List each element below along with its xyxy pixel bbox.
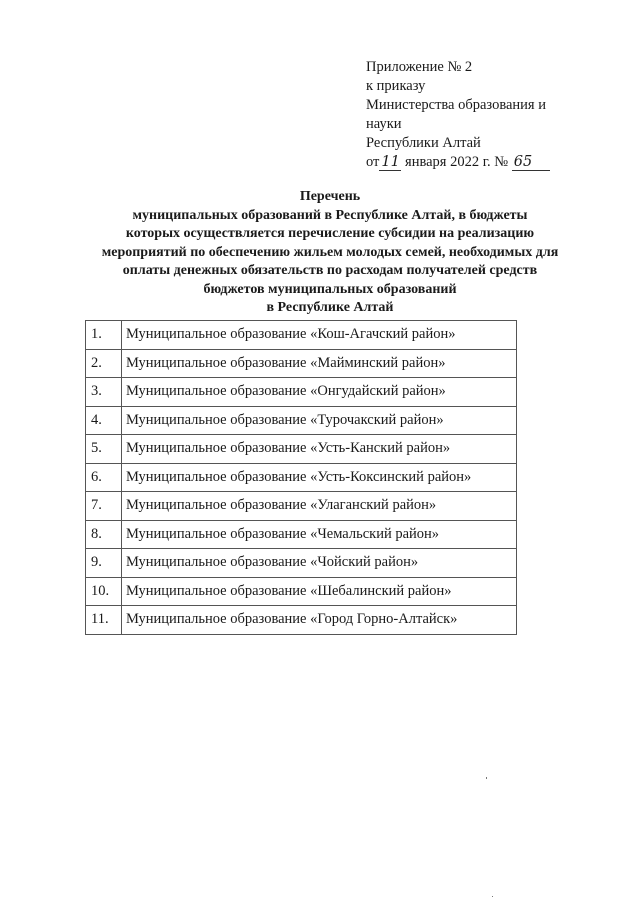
table-row [86,463,517,492]
date-prefix: от [366,154,380,170]
table-row [86,549,517,578]
municipality-name: Муниципальное образование «Чемальский район» [122,520,517,549]
row-number: 11. [86,606,122,635]
appendix-line: Приложение № 2 [366,59,473,75]
row-number: 5. [86,435,122,464]
appendix-line: Республики Алтай [366,135,481,151]
appendix-line: Министерства образования и [366,97,546,113]
title-line: в Республике Алтай [266,300,394,315]
order-date-line [366,153,616,172]
municipality-name: Муниципальное образование «Город Горно-Алтайск» [122,606,517,635]
table-row [86,406,517,435]
row-number: 4. [86,406,122,435]
municipality-name: Муниципальное образование «Турочакский район» [122,406,517,435]
row-number: 1. [86,321,122,350]
title-line: мероприятий по обеспечению жильем молодых семей, необходимых для [101,244,559,260]
title-line: муниципальных образований в Республике Алтай, в бюджеты [132,207,528,223]
table-row [86,349,517,378]
table-row [86,321,517,350]
appendix-line: к приказу [366,78,426,94]
appendix-line: науки [366,116,402,132]
municipality-name: Муниципальное образование «Усть-Канский район» [122,435,517,464]
table-row [86,492,517,521]
handwritten-order-number: 65 [512,154,550,171]
municipalities-table [85,320,517,635]
row-number: 9. [86,549,122,578]
handwritten-day: 11 [381,154,400,170]
row-number: 6. [86,463,122,492]
document-title [60,188,600,318]
table-row [86,577,517,606]
title-line: Перечень [299,189,361,204]
municipality-name: Муниципальное образование «Улаганский район» [122,492,517,521]
title-line: бюджетов муниципальных образований [203,281,457,297]
municipality-name: Муниципальное образование «Шебалинский район» [122,577,517,606]
row-number: 3. [86,378,122,407]
title-line: оплаты денежных обязательств по расходам получателей средств [122,263,538,278]
scan-speck [486,777,487,779]
table-row [86,435,517,464]
table-row [86,378,517,407]
municipality-name: Муниципальное образование «Кош-Агачский район» [122,321,517,350]
row-number: 10. [86,577,122,606]
municipality-name: Муниципальное образование «Майминский район» [122,349,517,378]
scan-speck [492,896,493,897]
row-number: 8. [86,520,122,549]
appendix-block [366,58,616,172]
municipality-name: Муниципальное образование «Чойский район» [122,549,517,578]
title-line: которых осуществляется перечисление субсидии на реализацию [125,226,535,241]
municipality-name: Муниципальное образование «Усть-Коксинский район» [122,463,517,492]
table-row [86,606,517,635]
row-number: 2. [86,349,122,378]
row-number: 7. [86,492,122,521]
table-row [86,520,517,549]
date-rest: января 2022 г. № [405,154,509,170]
municipality-name: Муниципальное образование «Онгудайский район» [122,378,517,407]
